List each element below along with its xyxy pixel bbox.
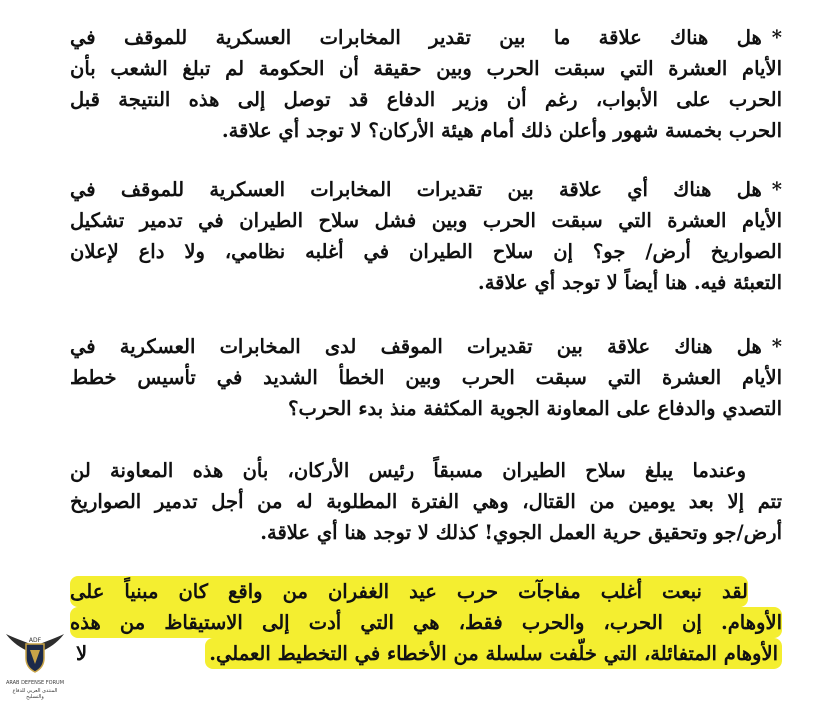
- svg-text:ADF: ADF: [28, 637, 42, 644]
- highlighted-paragraph: [70, 576, 782, 669]
- logo-title: ARAB DEFENSE FORUM: [5, 680, 65, 686]
- logo-subtitle: المنتدى العربي للدفاع والتسليح: [12, 688, 58, 700]
- paragraph-line: وعندما يبلغ سلاح الطيران مسبقاً رئيس الأركان، بأن هذه المعاونة لن: [70, 459, 746, 482]
- trailing-word: لا: [76, 642, 88, 665]
- paragraph-line: الحرب على الأبواب، رغم أن وزير الدفاع قد توصل إلى هذه النتيجة قبل: [70, 88, 782, 111]
- highlighted-line-text: الأوهام المتفائلة، التي خلّفت سلسلة من الأخطاء في التخطيط العملي.: [205, 638, 782, 669]
- highlighted-line: الأوهام. إن الحرب، والحرب فقط، هي التي أدت إلى الاستيقاظ من هذه: [70, 607, 782, 638]
- asterisk-bullet-icon: *: [771, 26, 782, 49]
- paragraph-line: الأيام العشرة التي سبقت الحرب وبين فشل سلاح الطيران في تدمير تشكيل: [70, 209, 782, 232]
- highlighted-line: [70, 638, 782, 669]
- paragraph-line: *هل هناك علاقة بين تقديرات الموقف لدى المخابرات العسكرية في: [70, 331, 782, 362]
- paragraph-line: *هل هناك أي علاقة بين تقديرات المخابرات العسكرية للموقف في: [70, 174, 782, 205]
- paragraph-line: التصدي والدفاع على المعاونة الجوية المكثفة منذ بدء الحرب؟: [288, 397, 782, 420]
- paragraph-line: الأيام العشرة التي سبقت الحرب وبين الخطأ الشديد في تأسيس خطط: [70, 366, 782, 389]
- asterisk-bullet-icon: *: [771, 335, 782, 358]
- paragraph-line: *هل هناك علاقة ما بين تقدير المخابرات العسكرية للموقف في: [70, 22, 782, 53]
- winged-shield-icon: [4, 628, 66, 680]
- paragraph-line: الصواريخ أرض/ جو؟ إن سلاح الطيران في أغلبه نظامي، ولا داع لإعلان: [70, 240, 782, 263]
- paragraph-line: التعبئة فيه. هنا أيضاً لا توجد أي علاقة.: [477, 271, 782, 294]
- asterisk-bullet-icon: *: [771, 178, 782, 201]
- paragraph-line: الأيام العشرة التي سبقت الحرب وبين حقيقة أن الحكومة لم تبلغ الشعب بأن: [70, 57, 782, 80]
- paragraph-line: أرض/جو وتحقيق حرية العمل الجوي! كذلك لا توجد هنا أي علاقة.: [260, 521, 782, 544]
- paragraph-1: [70, 22, 782, 146]
- paragraph-2: [70, 174, 782, 298]
- paragraph-4: [70, 455, 782, 548]
- highlighted-line: لقد نبعت أغلب مفاجآت حرب عيد الغفران من واقع كان مبنياً على: [70, 576, 748, 607]
- paragraph-line: تتم إلا بعد يومين من القتال، وهي الفترة المطلوبة له من أجل تدمير الصواريخ: [70, 490, 782, 513]
- paragraph-line: الحرب بخمسة شهور وأعلن ذلك أمام هيئة الأركان؟ لا توجد أي علاقة.: [221, 119, 782, 142]
- paragraph-3: [70, 331, 782, 424]
- arab-defense-forum-logo: [4, 628, 66, 700]
